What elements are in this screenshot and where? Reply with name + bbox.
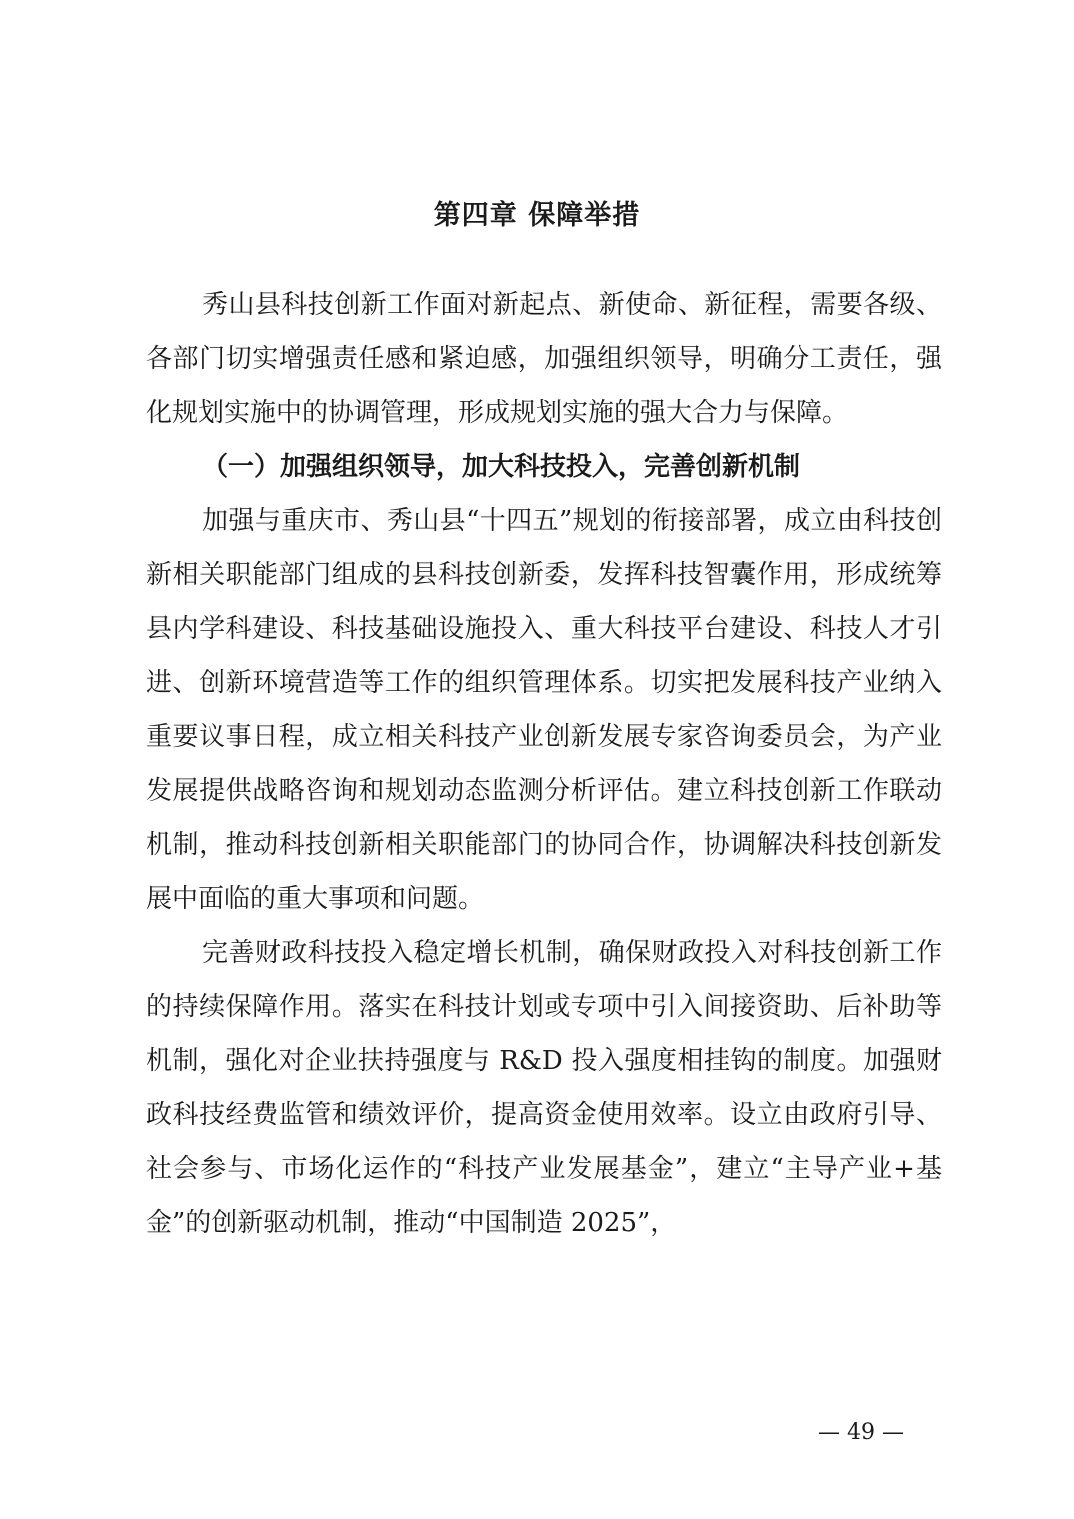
section-heading: （一）加强组织领导，加大科技投入，完善创新机制 [202, 452, 801, 482]
chapter-title: 第四章 保障举措 [433, 200, 641, 231]
intro-paragraph: 秀山县科技创新工作面对新起点、新使命、新征程，需要各级、各部门切实增强责任感和紧迫感，加强组织领导，明确分工责任，强化规划实施中的协调管理，形成规划实施的强大合力与保障。 [146, 290, 942, 428]
document-body [146, 278, 942, 1250]
page-number: — 49 — [818, 1420, 904, 1445]
body-paragraph-1: 加强与重庆市、秀山县“十四五”规划的衔接部署，成立由科技创新相关职能部门组成的县科技创新委，发挥科技智囊作用，形成统筹县内学科建设、科技基础设施投入、重大科技平台建设、科技人才引进、创新环境营造等工作的组织管理体系。切实把发展科技产业纳入重要议事日程，成立相关科技产业创新发展专家咨询委员会，为产业发展提供战略咨询和规划动态监测分析评估。建立科技创新工作联动机制，推动科技创新相关职能部门的协同合作，协调解决科技创新发展中面临的重大事项和问题。 [146, 506, 942, 914]
body-paragraph-2: 完善财政科技投入稳定增长机制，确保财政投入对科技创新工作的持续保障作用。落实在科技计划或专项中引入间接资助、后补助等机制，强化对企业扶持强度与 R&D 投入强度相挂钩的制度。加强财政科技经费监管和绩效评价，提高资金使用效率。设立由政府引导、社会参与、市场化运作的“科技产业发展基金”，建立“主导产业+基金”的创新驱动机制，推动“中国制造 2025”， [146, 938, 942, 1238]
